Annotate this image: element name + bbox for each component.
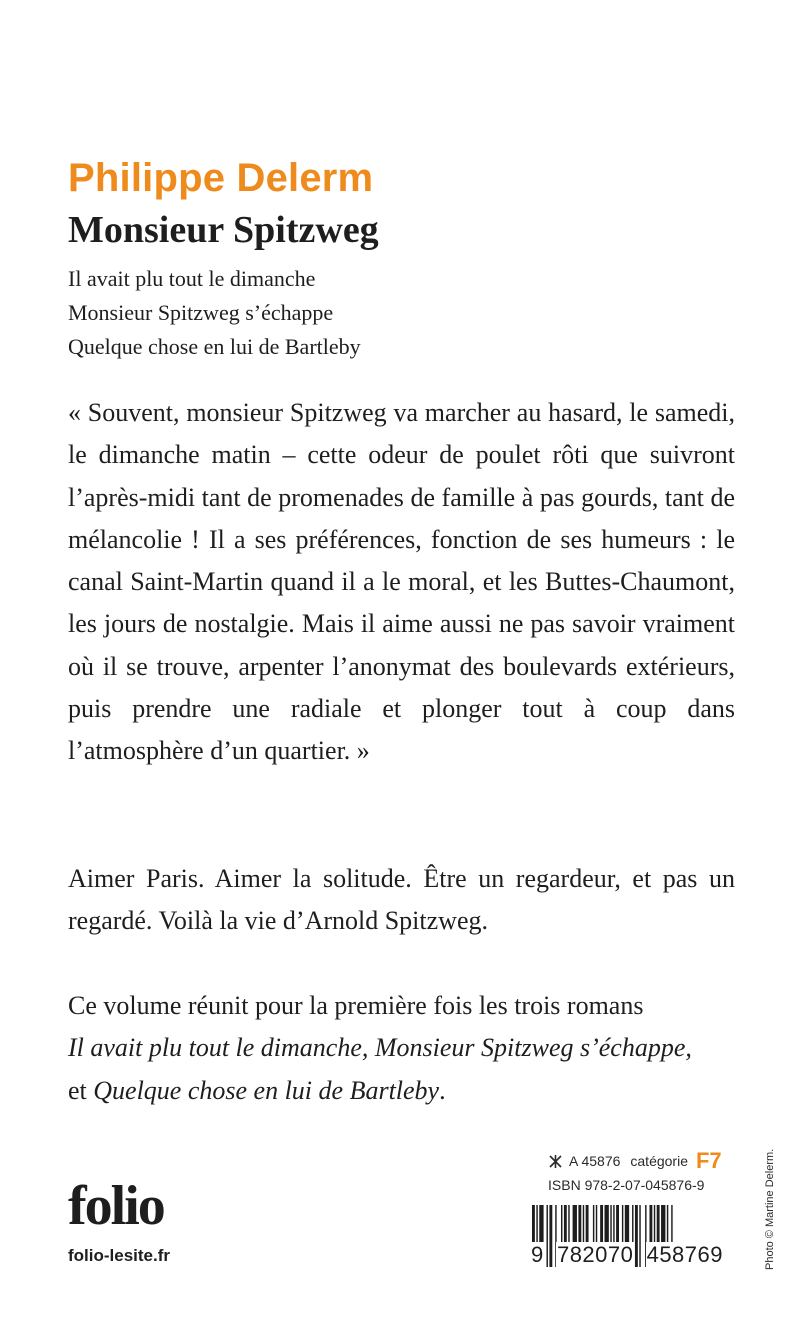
volume-last-title: Quelque chose en lui de Bartleby	[93, 1075, 440, 1105]
volume-titles: Il avait plu tout le dimanche, Monsieur Spitzweg s’échappe,	[68, 1033, 692, 1063]
volume-description	[68, 985, 735, 1112]
barcode-group-1: 782070	[556, 1242, 634, 1267]
volume-intro: Ce volume réunit pour la première fois les trois romans	[68, 991, 644, 1020]
folio-mark-icon	[548, 1154, 563, 1169]
folio-logo: folio	[68, 1175, 164, 1237]
volume-and: et	[68, 1075, 87, 1105]
volume-end: .	[439, 1075, 446, 1105]
author-name: Philippe Delerm	[68, 156, 374, 200]
catalog-code: A 45876	[569, 1153, 621, 1169]
book-title: Monsieur Spitzweg	[68, 209, 379, 251]
catalog-row	[548, 1150, 722, 1172]
blurb-quote: « Souvent, monsieur Spitzweg va marcher au hasard, le samedi, le dimanche matin – cette odeur de poulet rôti que suivront l’après-midi tant de promenades de famille à pas gourds, tant de mélancolie ! Il a ses préférences, fonction de ses humeurs : le canal Saint-Martin quand il a le moral, et les Buttes-Chaumont, les jours de nostalgie. Mais il aime aussi ne pas savoir vraiment où il se trouve, arpenter l’anonymat des boulevards extérieurs, puis prendre une radiale et plonger tout à coup dans l’atmosphère d’un quartier. »	[68, 398, 735, 766]
contents-item: Monsieur Spitzweg s’échappe	[68, 300, 334, 325]
photo-credit: Photo © Martine Delerm.	[764, 1148, 776, 1270]
barcode-first-digit: 9	[531, 1242, 544, 1267]
blurb-summary: Aimer Paris. Aimer la solitude. Être un regardeur, et pas un regardé. Voilà la vie d’Arnold Spitzweg.	[68, 864, 735, 936]
category-label: catégorie	[630, 1153, 688, 1169]
contents-item: Quelque chose en lui de Bartleby	[68, 334, 361, 359]
contents-list	[68, 262, 361, 364]
publisher-site: folio-lesite.fr	[68, 1246, 171, 1265]
contents-item: Il avait plu tout le dimanche	[68, 266, 316, 291]
catalog-info	[548, 1150, 722, 1196]
isbn: ISBN 978-2-07-045876-9	[548, 1177, 705, 1193]
barcode-number	[530, 1242, 724, 1268]
category-code: F7	[695, 1148, 722, 1173]
barcode-group-2: 458769	[646, 1242, 723, 1267]
